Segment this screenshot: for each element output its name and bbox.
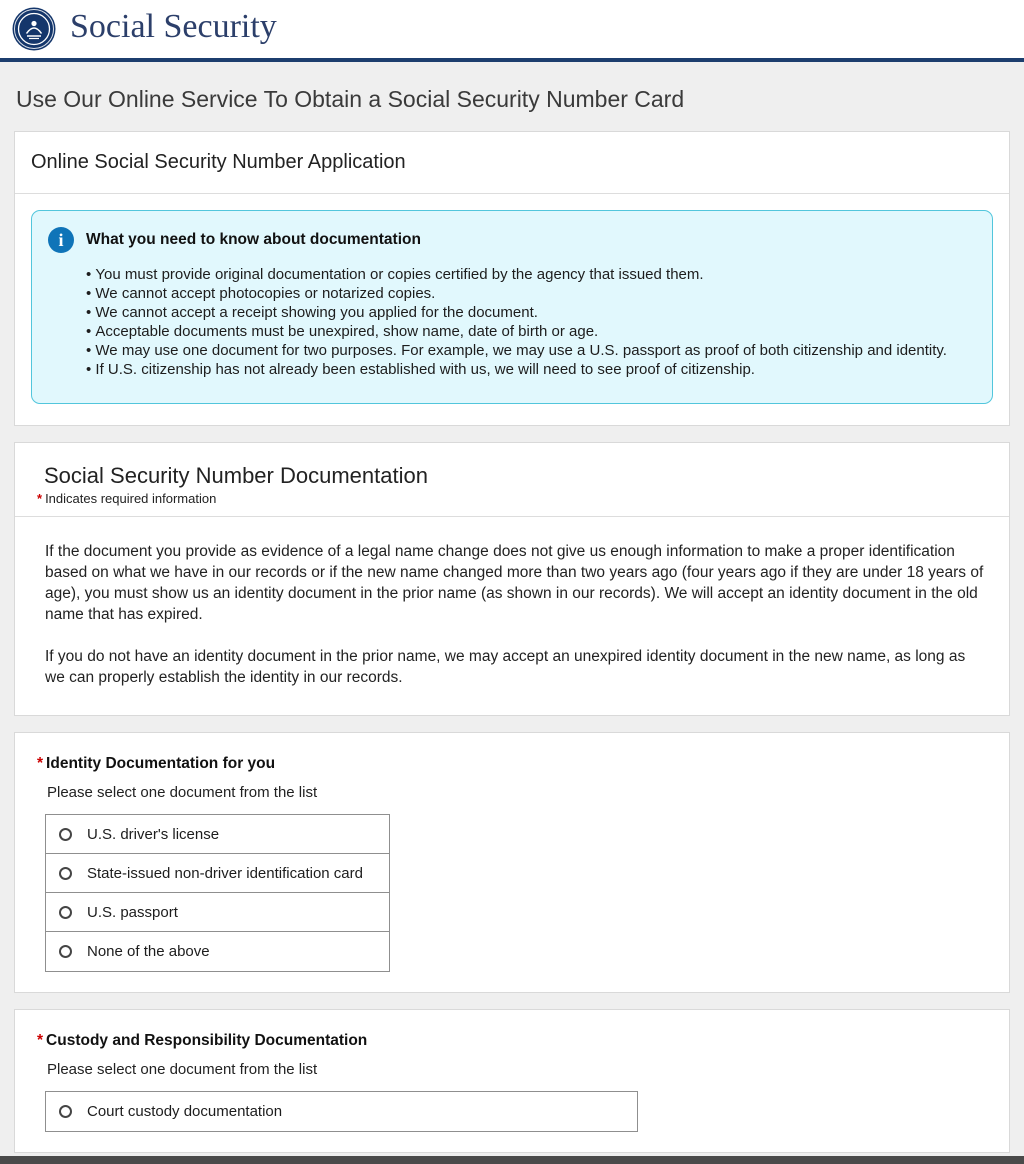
identity-section-title: [37, 755, 993, 773]
radio-option-label: State-issued non-driver identification card: [87, 864, 363, 882]
identity-radio-option[interactable]: [46, 932, 389, 971]
radio-button-icon[interactable]: [59, 867, 72, 880]
radio-option-label: U.S. driver's license: [87, 825, 220, 843]
documentation-paragraph: If the document you provide as evidence of a legal name change does not give us enough information to make a proper identification based on what we have in our records or if the new name changed more than two years ago (four years ago if they are under 18 years of age), you must show us an identity document in the prior name (as shown in our records). We will accept an identity document in the old name that has expired.: [45, 543, 984, 623]
radio-option-label: None of the above: [87, 943, 210, 960]
main-content: [0, 86, 1024, 1153]
info-bullet: • Acceptable documents must be unexpired, show name, date of birth or age.: [86, 322, 974, 341]
identity-radio-option[interactable]: [46, 854, 389, 893]
documentation-info-box: [31, 210, 993, 404]
radio-option-label: U.S. passport: [87, 903, 178, 921]
required-asterisk: *: [37, 755, 44, 772]
documentation-card: [14, 442, 1010, 716]
identity-section-title-text: Identity Documentation for you: [46, 755, 276, 772]
radio-button-icon[interactable]: [59, 1105, 72, 1118]
custody-section-title: [37, 1032, 993, 1050]
ssa-seal-icon: [12, 7, 56, 51]
info-bullet: • We may use one document for two purposes. For example, we may use a U.S. passport as proof of both citizenship and identity.: [86, 341, 974, 360]
identity-documentation-section: [14, 732, 1010, 993]
info-bullet: • We cannot accept photocopies or notarized copies.: [86, 284, 974, 303]
identity-option-list: [45, 814, 390, 972]
info-bullet: • We cannot accept a receipt showing you applied for the document.: [86, 303, 974, 322]
custody-option-list: [45, 1091, 638, 1132]
custody-section-title-text: Custody and Responsibility Documentation: [46, 1032, 368, 1049]
identity-radio-option[interactable]: [46, 815, 389, 854]
custody-radio-option[interactable]: [46, 1092, 637, 1131]
radio-button-icon[interactable]: [59, 906, 72, 919]
documentation-paragraphs: [15, 517, 1009, 715]
info-bullet: • You must provide original documentation or copies certified by the agency that issued them.: [86, 265, 974, 284]
radio-button-icon[interactable]: [59, 945, 72, 958]
info-bullet: • If U.S. citizenship has not already been established with us, we will need to see proof of citizenship.: [86, 360, 974, 379]
page-title: Use Our Online Service To Obtain a Social Security Number Card: [16, 86, 685, 112]
application-card: [14, 131, 1010, 426]
application-title: Online Social Security Number Application: [31, 151, 406, 173]
info-icon: i: [48, 227, 74, 253]
custody-instruction: Please select one document from the list: [47, 1061, 318, 1078]
required-note-text: Indicates required information: [45, 491, 217, 506]
brand-title: Social Security: [70, 8, 277, 45]
required-note: [37, 491, 993, 506]
required-asterisk: *: [37, 1032, 44, 1049]
custody-documentation-section: [14, 1009, 1010, 1153]
documentation-title: Social Security Number Documentation: [44, 463, 428, 488]
radio-button-icon[interactable]: [59, 828, 72, 841]
site-header: [0, 0, 1024, 62]
info-box-title: What you need to know about documentation: [86, 231, 421, 248]
radio-option-label: Court custody documentation: [87, 1103, 283, 1120]
required-asterisk: *: [37, 491, 43, 506]
identity-radio-option[interactable]: [46, 893, 389, 932]
documentation-paragraph: If you do not have an identity document in the prior name, we may accept an unexpired identity document in the new name, as long as we can properly establish the identity in our records.: [45, 648, 966, 686]
divider: [15, 193, 1009, 194]
viewport-bottom-edge: [0, 1156, 1024, 1164]
identity-instruction: Please select one document from the list: [47, 784, 318, 801]
info-bullet-list: [86, 265, 974, 379]
